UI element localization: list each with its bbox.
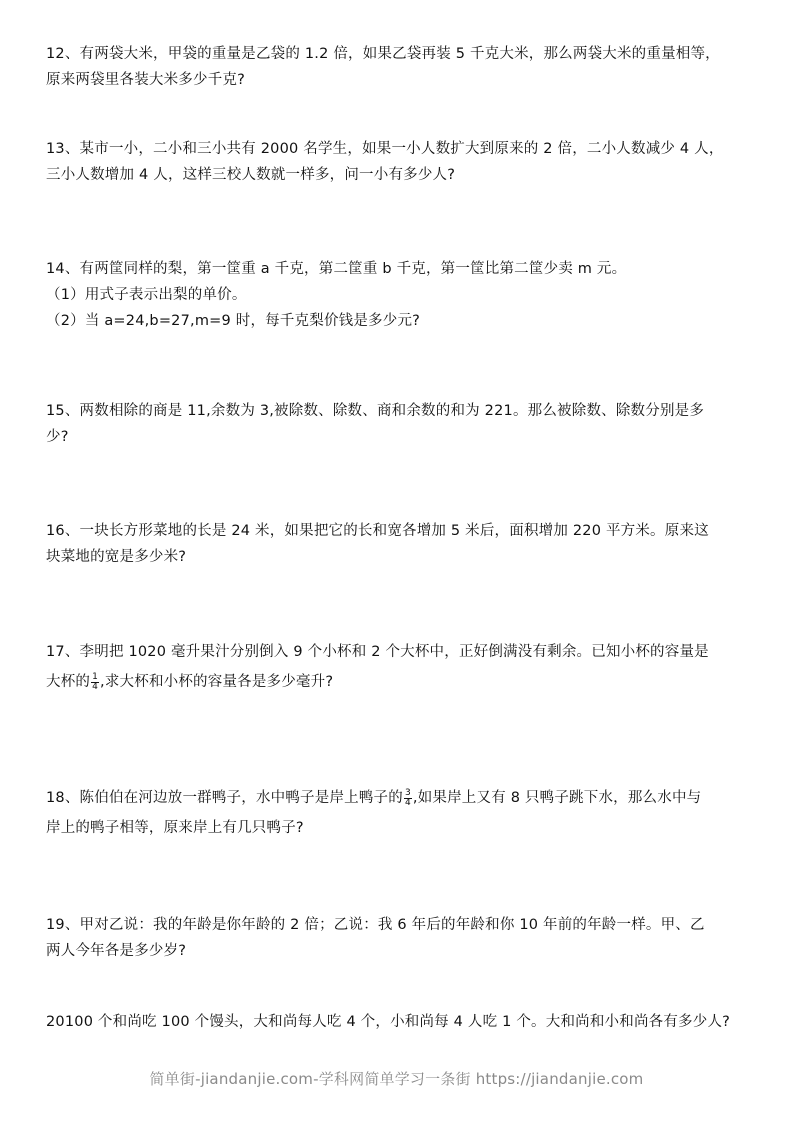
question-text: 原来两袋里各装大米多少千克? bbox=[46, 72, 245, 88]
question-text: 岸上的鸭子相等，原来岸上有几只鸭子? bbox=[46, 820, 304, 836]
question-19 bbox=[46, 912, 751, 964]
fraction-three-quarters: $\frac{3}{4}$ bbox=[404, 787, 411, 808]
question-text: 13、某市一小，二小和三小共有 2000 名学生，如果一小人数扩大到原来的 2 倍，二小人数减少 4 人， bbox=[46, 141, 724, 157]
question-14 bbox=[46, 256, 751, 334]
question-16 bbox=[46, 518, 751, 570]
question-17 bbox=[46, 637, 751, 697]
question-text: 17、李明把 1020 毫升果汁分别倒入 9 个小杯和 2 个大杯中，正好倒满没有剩余。已知小杯的容量是 bbox=[46, 644, 709, 660]
question-text: 两人今年各是多少岁? bbox=[46, 943, 187, 959]
footer-watermark: 简单街-jiandanjie.com-学科网简单学习一条街 https://jiandanjie.com bbox=[149, 1070, 644, 1088]
question-text: 20100 个和尚吃 100 个馒头，大和尚每人吃 4 个，小和尚每 4 人吃 1 个。大和尚和小和尚各有多少人? bbox=[46, 1014, 731, 1030]
question-text: 19、甲对乙说：我的年龄是你年龄的 2 倍；乙说：我 6 年后的年龄和你 10 年前的年龄一样。甲、乙 bbox=[46, 917, 705, 933]
question-text: 大杯的 $\frac{1}{4}$ ,求大杯和小杯的容量各是多少毫升? bbox=[46, 671, 334, 692]
question-subpart: （1）用式子表示出梨的单价。 bbox=[46, 287, 247, 303]
question-text: 14、有两筐同样的梨，第一筐重 a 千克，第二筐重 b 千克，第一筐比第二筐少卖 m 元。 bbox=[46, 261, 627, 277]
question-text: 15、两数相除的商是 11,余数为 3,被除数、除数、商和余数的和为 221。那么被除数、除数分别是多 bbox=[46, 403, 705, 419]
question-13 bbox=[46, 136, 751, 188]
question-text: 块菜地的宽是多少米? bbox=[46, 549, 187, 565]
question-text: 少? bbox=[46, 429, 69, 445]
question-text: 12、有两袋大米，甲袋的重量是乙袋的 1.2 倍，如果乙袋再装 5 千克大米，那么两袋大米的重量相等， bbox=[46, 46, 720, 62]
question-subpart: （2）当 a=24,b=27,m=9 时，每千克梨价钱是多少元? bbox=[46, 313, 421, 329]
question-text: 三小人数增加 4 人，这样三校人数就一样多，问一小有多少人? bbox=[46, 167, 456, 183]
question-18 bbox=[46, 783, 751, 843]
question-text: 18、陈伯伯在河边放一群鸭子，水中鸭子是岸上鸭子的 $\frac{3}{4}$ ,如果岸上又有 8 只鸭子跳下水，那么水中与 bbox=[46, 787, 702, 808]
question-12 bbox=[46, 41, 751, 93]
fraction-one-quarter: $\frac{1}{4}$ bbox=[92, 671, 99, 692]
question-15 bbox=[46, 398, 751, 450]
question-20 bbox=[46, 1009, 751, 1035]
question-text: 16、一块长方形菜地的长是 24 米，如果把它的长和宽各增加 5 米后，面积增加 220 平方米。原来这 bbox=[46, 523, 709, 539]
